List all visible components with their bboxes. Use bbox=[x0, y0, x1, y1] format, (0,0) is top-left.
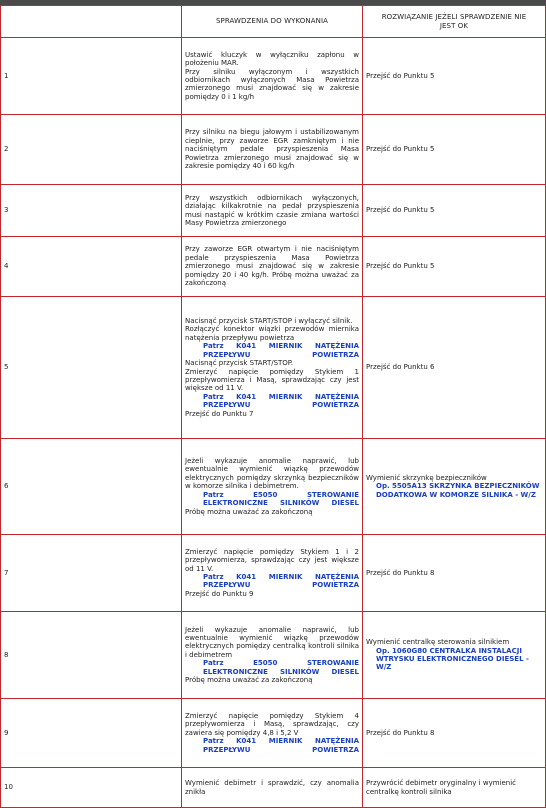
step-number: 6 bbox=[1, 439, 182, 535]
table-row bbox=[1, 439, 546, 535]
check-text: Przejść do Punktu 7 bbox=[185, 409, 254, 418]
check-text: Zmierzyć napięcie pomiędzy Stykiem 1 przepływomierza i Masą, sprawdzając czy jest większe od 11 V. bbox=[185, 367, 359, 393]
step-number: 4 bbox=[1, 237, 182, 297]
check-text: Próbę można uważać za zakończoną bbox=[185, 676, 313, 685]
solution-text: Wymienić skrzynkę bezpieczników bbox=[366, 473, 487, 482]
step-number: 2 bbox=[1, 115, 182, 185]
solution-cell: Przywrócić debimetr oryginalny i wymienić centralkę kontroli silnika bbox=[363, 768, 546, 808]
check-text: Zmierzyć napięcie pomiędzy Stykiem 4 przepływomierza i Masą, sprawdzając, czy zawiera się pomiędzy 4,8 i 5,2 V bbox=[185, 711, 359, 737]
reference-link[interactable]: Patrz K041 MIERNIK NATĘŻENIA PRZEPŁYWU POWIETRZA bbox=[203, 342, 359, 359]
solution-cell: Przejść do Punktu 8 bbox=[363, 699, 546, 768]
solution-cell: Przejść do Punktu 5 bbox=[363, 38, 546, 115]
solution-reference-link[interactable]: Op. 5505A13 SKRZYNKA BEZPIECZNIKÓW DODATKOWA W KOMORZE SILNIKA - W/Z bbox=[376, 482, 540, 499]
step-number: 5 bbox=[1, 297, 182, 439]
reference-link[interactable]: Patrz E5050 STEROWANIE ELEKTRONICZNE SILNIKÓW DIESEL bbox=[203, 490, 359, 508]
check-cell bbox=[182, 612, 363, 699]
header-col-solution-line1: ROZWIĄZANIE JEŻELI SPRAWDZENIE NIE bbox=[381, 13, 527, 22]
solution-cell: Przejść do Punktu 5 bbox=[363, 237, 546, 297]
step-number: 3 bbox=[1, 185, 182, 237]
table-header-row bbox=[1, 6, 546, 38]
reference-link[interactable]: Patrz K041 MIERNIK NATĘŻENIA PRZEPŁYWU POWIETRZA bbox=[203, 573, 359, 590]
check-text: Przy silniku na biegu jałowym i ustabilizowanym cieplnie, przy zaworze EGR zamkniętym i nie naciśniętym pedale przyspieszenia Masa Powietrza zmierzonego musi znajdować się w zakresie pomiędzy 40 i 60 kg/h bbox=[185, 128, 359, 171]
check-cell bbox=[182, 535, 363, 612]
check-text: Rozłączyć konektor wiązki przewodów miernika natężenia przepływu powietrza bbox=[185, 325, 359, 342]
check-cell bbox=[182, 699, 363, 768]
step-number: 9 bbox=[1, 699, 182, 768]
step-number: 8 bbox=[1, 612, 182, 699]
header-col-number bbox=[1, 6, 182, 38]
solution-cell: Przejść do Punktu 6 bbox=[363, 297, 546, 439]
step-number: 10 bbox=[1, 768, 182, 808]
solution-cell bbox=[363, 439, 546, 535]
check-cell bbox=[182, 38, 363, 115]
check-text: Zmierzyć napięcie pomiędzy Stykiem 1 i 2 przepływomierza, sprawdzając czy jest większe od 11 V. bbox=[185, 547, 359, 573]
check-text: Wymienić debimetr i sprawdzić, czy anomalia znikła bbox=[185, 779, 359, 796]
check-text: Przy wszystkich odbiornikach wyłączonych, działając kilkakrotnie na pedał przyspieszenia musi nastąpić w krótkim czasie zmiana wartości Masy Powietrza zmierzonego bbox=[185, 193, 359, 227]
table-row bbox=[1, 768, 546, 808]
check-text: Jeżeli wykazuje anomalie naprawić, lub ewentualnie wymienić wiązkę przewodów elektrycznych pomiędzy skrzynką bezpieczników w komorze silnika i debimetrem. bbox=[185, 457, 359, 491]
header-col-solution bbox=[363, 6, 546, 38]
check-cell bbox=[182, 115, 363, 185]
step-number: 1 bbox=[1, 38, 182, 115]
solution-cell: Przejść do Punktu 5 bbox=[363, 185, 546, 237]
check-cell bbox=[182, 297, 363, 439]
check-text: Ustawić kluczyk w wyłączniku zapłonu w położeniu MAR. bbox=[185, 50, 359, 68]
reference-link[interactable]: Patrz K041 MIERNIK NATĘŻENIA PRZEPŁYWU POWIETRZA bbox=[203, 737, 359, 754]
check-text: Nacisnąć przycisk START/STOP. bbox=[185, 359, 294, 368]
solution-reference-link[interactable]: Op. 1060G80 CENTRALKA INSTALACJI WTRYSKU ELEKTRONICZNEGO DIESEL - W/Z bbox=[376, 646, 529, 672]
solution-cell bbox=[363, 612, 546, 699]
check-text: Przy zaworze EGR otwartym i nie naciśniętym pedale przyspieszenia Masa Powietrza zmierzonego musi znajdować się w zakresie pomiędzy 20 i 40 kg/h. Próbę można uważać za zakończoną bbox=[185, 245, 359, 288]
solution-text: Wymienić centralkę sterowania silnikiem bbox=[366, 638, 510, 647]
table-row bbox=[1, 115, 546, 185]
check-cell bbox=[182, 439, 363, 535]
table-row bbox=[1, 612, 546, 699]
check-text: Przejść do Punktu 9 bbox=[185, 589, 254, 598]
table-row bbox=[1, 237, 546, 297]
check-cell bbox=[182, 768, 363, 808]
step-number: 7 bbox=[1, 535, 182, 612]
check-text: Nacisnąć przycisk START/STOP i wyłączyć silnik. bbox=[185, 317, 353, 326]
check-text: Jeżeli wykazuje anomalie naprawić, lub ewentualnie wymienić wiązkę przewodów elektrycznych pomiędzy centralką kontroli silnika i debimetrem bbox=[185, 625, 359, 659]
header-col-solution-line2: JEST OK bbox=[439, 21, 469, 30]
diagnostic-table bbox=[0, 5, 546, 808]
table-row bbox=[1, 535, 546, 612]
table-row bbox=[1, 699, 546, 768]
check-text: Próbę można uważać za zakończoną bbox=[185, 507, 313, 516]
reference-link[interactable]: Patrz K041 MIERNIK NATĘŻENIA PRZEPŁYWU POWIETRZA bbox=[203, 392, 359, 410]
check-cell bbox=[182, 237, 363, 297]
table-row bbox=[1, 185, 546, 237]
check-cell bbox=[182, 185, 363, 237]
solution-cell: Przejść do Punktu 5 bbox=[363, 115, 546, 185]
table-row bbox=[1, 38, 546, 115]
reference-link[interactable]: Patrz E5050 STEROWANIE ELEKTRONICZNE SILNIKÓW DIESEL bbox=[203, 659, 359, 676]
header-col-checks: SPRAWDZENIA DO WYKONANIA bbox=[182, 6, 363, 38]
check-text: Przy silniku wyłączonym i wszystkich odbiornikach wyłączonych Masa Powietrza zmierzonego musi znajdować się w zakresie pomiędzy 0 i 1 kg/h bbox=[185, 67, 359, 101]
table-row bbox=[1, 297, 546, 439]
solution-cell: Przejść do Punktu 8 bbox=[363, 535, 546, 612]
